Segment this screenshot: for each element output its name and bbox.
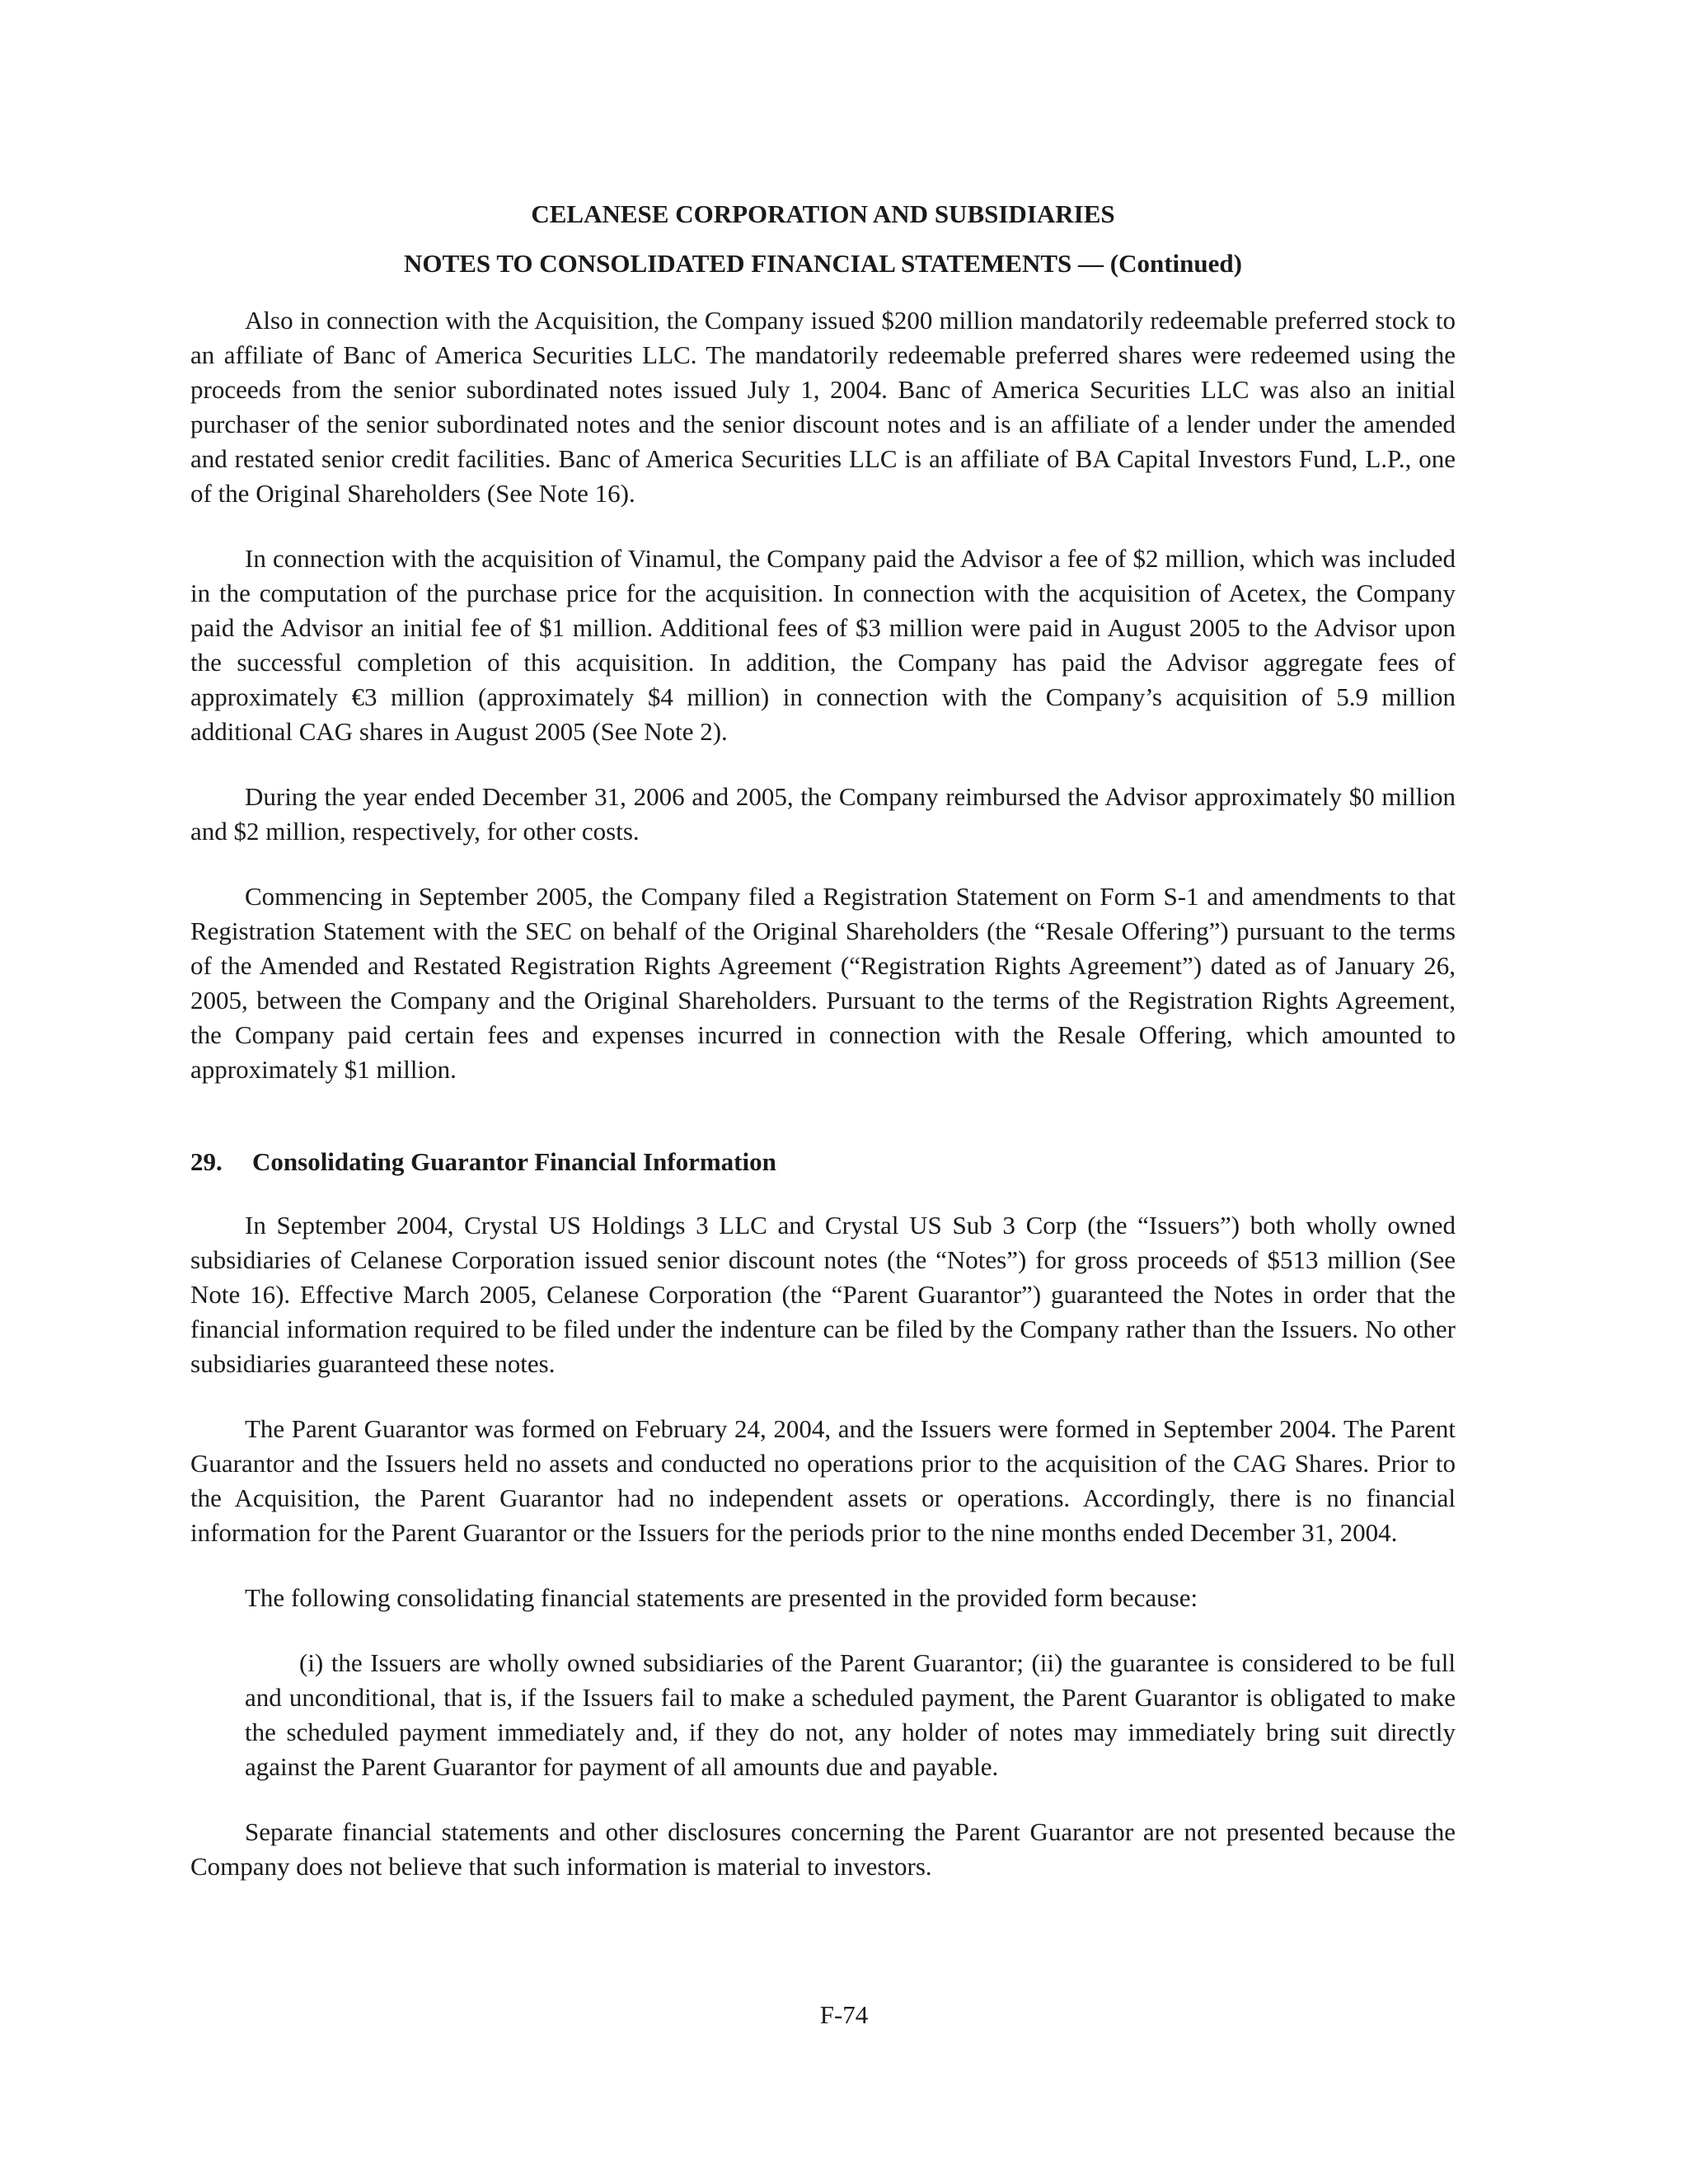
paragraph-parent-guarantor: The Parent Guarantor was formed on February 24, 2004, and the Issuers were formed in September 2004. The Parent Guarantor and the Issuers held no assets and conducted no operations prior to the acquisition of the CAG Shares. Prior to the Acquisition, the Parent Guarantor had no independent assets or operations. Accordingly, there is no financial information for the Parent Guarantor or the Issuers for the periods prior to the nine months ended December 31, 2004.: [190, 1414, 1456, 1547]
paragraph-issuers: In September 2004, Crystal US Holdings 3 LLC and Crystal US Sub 3 Corp (the “Issuers”) both wholly owned subsidiaries of Celanese Corporation issued senior discount notes (the “Notes”) for gross proceeds of $513 million (See Note 16). Effective March 2005, Celanese Corporation (the “Parent Guarantor”) guaranteed the Notes in order that the financial information required to be filed under the indenture can be filed by the Company rather than the Issuers. No other subsidiaries guaranteed these notes.: [190, 1211, 1456, 1378]
section-title: Consolidating Guarantor Financial Information: [252, 1147, 776, 1176]
page-number: F-74: [819, 2000, 869, 2029]
paragraph-registration: Commencing in September 2005, the Company filed a Registration Statement on Form S-1 and amendments to that Registration Statement with the SEC on behalf of the Original Shareholders (the “Resale Offering”) pursuant to the terms of the Amended and Restated Registration Rights Agreement (“Registration Rights Agreement”) dated as of January 26, 2005, between the Company and the Original Shareholders. Pursuant to the terms of the Registration Rights Agreement, the Company paid certain fees and expenses incurred in connection with the Resale Offering, which amounted to approximately $1 million.: [190, 882, 1456, 1084]
section-number: 29.: [190, 1147, 223, 1176]
paragraph-conditions: (i) the Issuers are wholly owned subsidiaries of the Parent Guarantor; (ii) the guarantee is considered to be full and unconditional, that is, if the Issuers fail to make a scheduled payment, the Parent Guarantor is obligated to make the scheduled payment immediately and, if they do not, any holder of notes may immediately bring suit directly against the Parent Guarantor for payment of all amounts due and payable.: [245, 1648, 1456, 1781]
document-page: [190, 198, 1456, 1915]
paragraph-advisor-fees: In connection with the acquisition of Vinamul, the Company paid the Advisor a fee of $2 million, which was included in the computation of the purchase price for the acquisition. In connection with the acquisition of Acetex, the Company paid the Advisor an initial fee of $1 million. Additional fees of $3 million were paid in August 2005 to the Advisor upon the successful completion of this acquisition. In addition, the Company has paid the Advisor aggregate fees of approximately €3 million (approximately $4 million) in connection with the Company’s acquisition of 5.9 million additional CAG shares in August 2005 (See Note 2).: [190, 544, 1456, 746]
paragraph-following: The following consolidating financial statements are presented in the provided form because:: [245, 1583, 1198, 1612]
paragraph-closing: Separate financial statements and other disclosures concerning the Parent Guarantor are not presented because the Company does not believe that such information is material to investors.: [190, 1817, 1456, 1881]
paragraph-reimbursement: During the year ended December 31, 2006 and 2005, the Company reimbursed the Advisor approximately $0 million and $2 million, respectively, for other costs.: [190, 782, 1456, 846]
company-title: CELANESE CORPORATION AND SUBSIDIARIES: [531, 199, 1115, 228]
section-heading: [190, 1145, 1456, 1179]
notes-title: NOTES TO CONSOLIDATED FINANCIAL STATEMENTS — (Continued): [404, 249, 1242, 278]
paragraph-preferred-stock: Also in connection with the Acquisition, the Company issued $200 million mandatorily redeemable preferred stock to an affiliate of Banc of America Securities LLC. The mandatorily redeemable preferred shares were redeemed using the proceeds from the senior subordinated notes issued July 1, 2004. Banc of America Securities LLC was also an initial purchaser of the senior subordinated notes and the senior discount notes and is an affiliate of a lender under the amended and restated senior credit facilities. Banc of America Securities LLC is an affiliate of BA Capital Investors Fund, L.P., one of the Original Shareholders (See Note 16).: [190, 306, 1456, 508]
